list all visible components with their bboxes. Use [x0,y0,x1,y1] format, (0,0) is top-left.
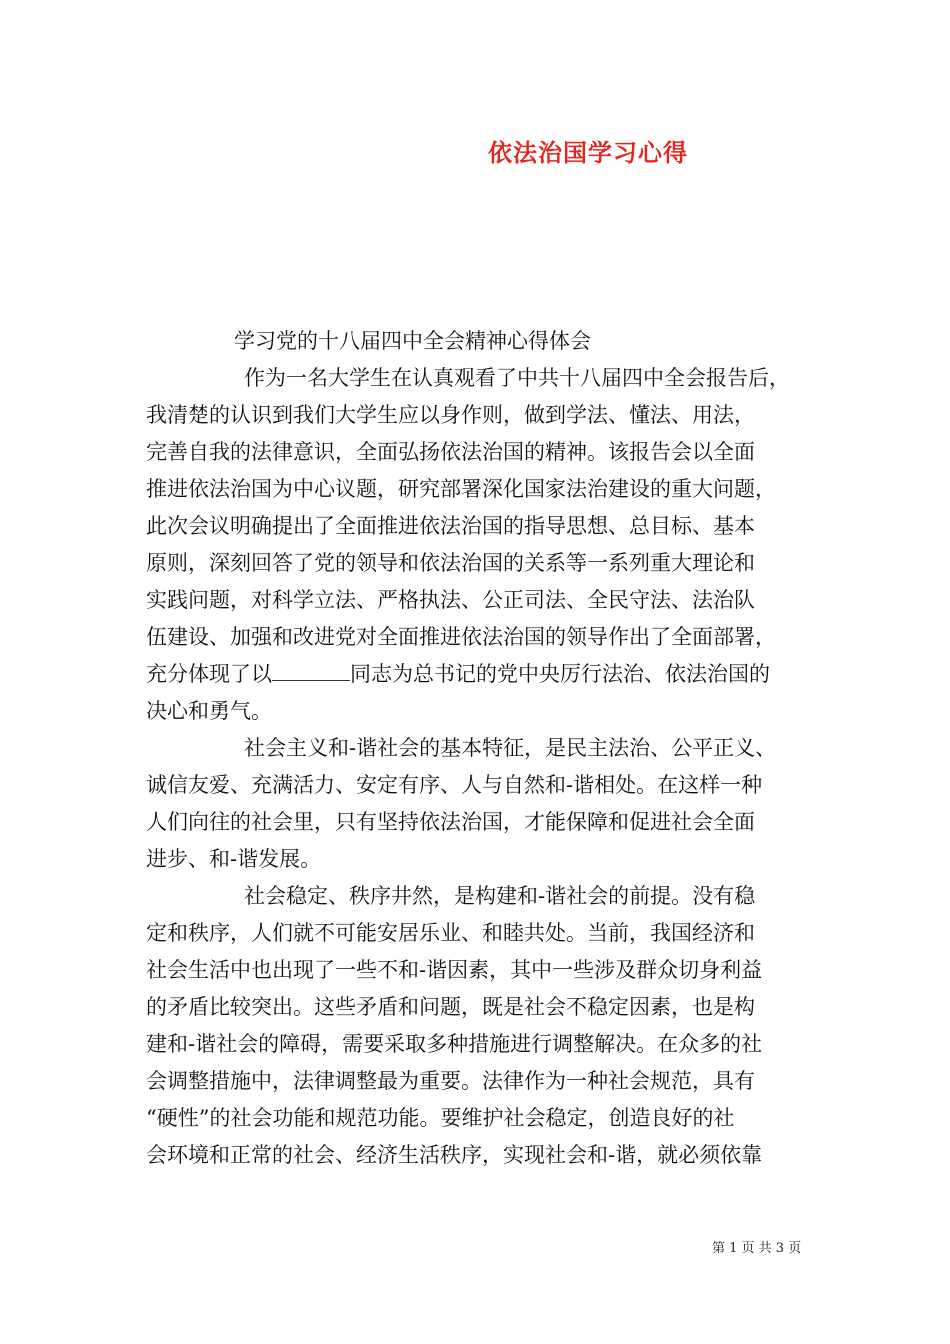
paragraph-line: 此次会议明确提出了全面推进依法治国的指导思想、总目标、基本 [146,514,755,538]
paragraph-2 [146,730,818,878]
paragraph-line: 的矛盾比较突出。这些矛盾和问题，既是社会不稳定因素，也是构 [146,995,755,1019]
paragraph-line: 社会生活中也出现了一些不和-谐因素，其中一些涉及群众切身利益 [146,958,763,982]
paragraph-line: 诚信友爱、充满活力、安定有序、人与自然和-谐相处。在这样一种 [146,773,763,797]
paragraph-line: 作为一名大学生在认真观看了中共十八届四中全会报告后， [244,366,790,390]
paragraph-line-start: 充分体现了以 [146,662,272,686]
paragraph-line: 社会稳定、秩序井然，是构建和-谐社会的前提。没有稳 [244,884,756,908]
paragraph-line: 实践问题，对科学立法、严格执法、公正司法、全民守法、法治队 [146,588,755,612]
paragraph-line: 完善自我的法律意识，全面弘扬依法治国的精神。该报告会以全面 [146,440,755,464]
paragraph-line [146,656,818,693]
paragraph-1 [146,360,818,730]
paragraph-line: 我清楚的认识到我们大学生应以身作则，做到学法、懂法、用法， [146,403,755,427]
paragraph-line: 社会主义和-谐社会的基本特征，是民主法治、公平正义、 [244,736,777,760]
paragraph-line: “硬性”的社会功能和规范功能。要维护社会稳定，创造良好的社 [146,1106,735,1130]
paragraph-line: 决心和勇气。 [146,699,272,723]
paragraph-line: 原则，深刻回答了党的领导和依法治国的关系等一系列重大理论和 [146,551,755,575]
paragraph-line: 伍建设、加强和改进党对全面推进依法治国的领导作出了全面部署， [146,625,776,649]
paragraph-3 [146,878,818,1174]
paragraph-line: 进步、和-谐发展。 [146,847,322,871]
document-title: 依法治国学习心得 [488,138,688,167]
paragraph-line-end: 同志为总书记的党中央厉行法治、依法治国的 [350,662,770,686]
document-subtitle: 学习党的十八届四中全会精神心得体会 [234,329,591,353]
paragraph-line: 会环境和正常的社会、经济生活秩序，实现社会和-谐，就必须依靠 [146,1143,763,1167]
paragraph-line: 人们向往的社会里，只有坚持依法治国，才能保障和促进社会全面 [146,810,755,834]
paragraph-line: 建和-谐社会的障碍，需要采取多种措施进行调整解决。在众多的社 [146,1032,763,1056]
paragraph-line: 会调整措施中，法律调整最为重要。法律作为一种社会规范，具有 [146,1069,755,1093]
redacted-blank [272,662,350,681]
paragraph-line: 推进依法治国为中心议题，研究部署深化国家法治建设的重大问题， [146,477,776,501]
paragraph-line: 定和秩序，人们就不可能安居乐业、和睦共处。当前，我国经济和 [146,921,755,945]
page-footer: 第 1 页 共 3 页 [712,1241,802,1256]
document-body [146,323,818,1174]
